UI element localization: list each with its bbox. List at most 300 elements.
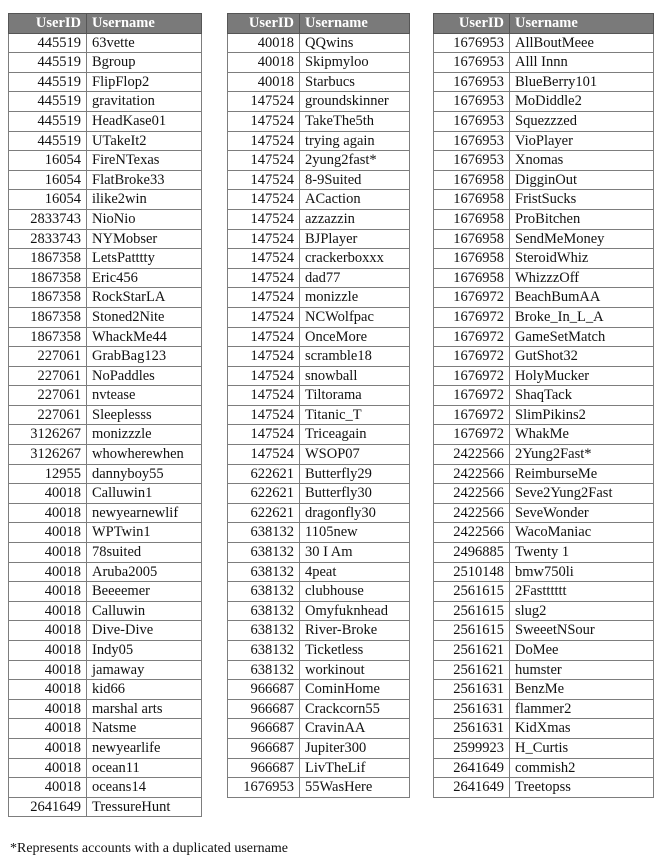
table-row <box>434 582 654 602</box>
table-row <box>9 53 202 73</box>
table-row <box>9 758 202 778</box>
table-row <box>228 484 410 504</box>
table-row <box>228 268 410 288</box>
username-cell: LetsPatttty <box>87 249 202 269</box>
userid-cell: 1676953 <box>434 72 510 92</box>
username-cell: GameSetMatch <box>510 327 654 347</box>
userid-cell: 147524 <box>228 307 300 327</box>
userid-cell: 1676972 <box>434 405 510 425</box>
userid-cell: 2561631 <box>434 719 510 739</box>
username-cell: Calluwin1 <box>87 484 202 504</box>
username-cell: Bgroup <box>87 53 202 73</box>
userid-cell: 622621 <box>228 503 300 523</box>
username-cell: Triceagain <box>300 425 410 445</box>
username-cell: ilike2win <box>87 190 202 210</box>
table-row <box>9 249 202 269</box>
userid-cell: 227061 <box>9 347 87 367</box>
userid-cell: 147524 <box>228 425 300 445</box>
username-cell: commish2 <box>510 758 654 778</box>
userid-cell: 638132 <box>228 660 300 680</box>
userid-cell: 638132 <box>228 543 300 563</box>
userid-cell: 1676972 <box>434 386 510 406</box>
table-row <box>9 170 202 190</box>
table-row <box>434 307 654 327</box>
username-cell: WhakMe <box>510 425 654 445</box>
userid-cell: 1676958 <box>434 190 510 210</box>
username-cell: WhackMe44 <box>87 327 202 347</box>
table-row <box>228 53 410 73</box>
userid-cell: 1676958 <box>434 209 510 229</box>
username-cell: clubhouse <box>300 582 410 602</box>
table-row <box>228 719 410 739</box>
username-cell: LivTheLif <box>300 758 410 778</box>
userid-cell: 147524 <box>228 249 300 269</box>
username-cell: 55WasHere <box>300 778 410 798</box>
table-row <box>228 562 410 582</box>
username-cell: trying again <box>300 131 410 151</box>
table-row <box>9 72 202 92</box>
table-row <box>434 641 654 661</box>
username-cell: VioPlayer <box>510 131 654 151</box>
username-cell: Xnomas <box>510 151 654 171</box>
userid-cell: 40018 <box>9 719 87 739</box>
userid-cell: 638132 <box>228 582 300 602</box>
username-cell: Stoned2Nite <box>87 307 202 327</box>
userid-cell: 966687 <box>228 738 300 758</box>
table-row <box>434 778 654 798</box>
username-cell: QQwins <box>300 33 410 53</box>
username-cell: HolyMucker <box>510 366 654 386</box>
table-row <box>228 778 410 798</box>
userid-cell: 40018 <box>9 778 87 798</box>
table-row <box>228 190 410 210</box>
table-row <box>228 209 410 229</box>
username-cell: dragonfly30 <box>300 503 410 523</box>
userid-cell: 1676972 <box>434 288 510 308</box>
userid-cell: 2641649 <box>434 758 510 778</box>
username-cell: CominHome <box>300 680 410 700</box>
table-row <box>228 425 410 445</box>
username-cell: ReimburseMe <box>510 464 654 484</box>
username-header: Username <box>87 14 202 34</box>
userid-cell: 1867358 <box>9 307 87 327</box>
username-cell: TressureHunt <box>87 797 202 817</box>
table-row <box>9 111 202 131</box>
table-row <box>434 170 654 190</box>
userid-cell: 638132 <box>228 562 300 582</box>
footnote: *Represents accounts with a duplicated username <box>10 841 288 856</box>
table-row <box>434 621 654 641</box>
username-cell: MoDiddle2 <box>510 92 654 112</box>
user-table-2 <box>227 13 410 798</box>
userid-cell: 147524 <box>228 405 300 425</box>
table-row <box>434 229 654 249</box>
table-row <box>9 445 202 465</box>
userid-cell: 2496885 <box>434 543 510 563</box>
userid-cell: 147524 <box>228 131 300 151</box>
userid-cell: 1676953 <box>434 111 510 131</box>
table-row <box>228 405 410 425</box>
table-row <box>9 366 202 386</box>
username-cell: Eric456 <box>87 268 202 288</box>
userid-cell: 147524 <box>228 92 300 112</box>
userid-cell: 2422566 <box>434 484 510 504</box>
table-row <box>228 249 410 269</box>
username-cell: ProBitchen <box>510 209 654 229</box>
username-cell: whowherewhen <box>87 445 202 465</box>
username-cell: Butterfly29 <box>300 464 410 484</box>
table-row <box>434 92 654 112</box>
userid-cell: 2561615 <box>434 621 510 641</box>
username-cell: WPTwin1 <box>87 523 202 543</box>
userid-cell: 40018 <box>9 641 87 661</box>
userid-cell: 147524 <box>228 151 300 171</box>
username-cell: Squezzzed <box>510 111 654 131</box>
table-row <box>9 405 202 425</box>
username-cell: DigginOut <box>510 170 654 190</box>
userid-cell: 147524 <box>228 288 300 308</box>
table-row <box>434 738 654 758</box>
username-cell: kid66 <box>87 680 202 700</box>
table-row <box>434 503 654 523</box>
table-row <box>228 445 410 465</box>
username-cell: H_Curtis <box>510 738 654 758</box>
username-cell: Sleeplesss <box>87 405 202 425</box>
table-row <box>228 680 410 700</box>
table-row <box>9 190 202 210</box>
username-cell: Treetopss <box>510 778 654 798</box>
username-cell: Crackcorn55 <box>300 699 410 719</box>
table-row <box>434 327 654 347</box>
username-cell: ocean11 <box>87 758 202 778</box>
username-cell: SendMeMoney <box>510 229 654 249</box>
userid-cell: 2510148 <box>434 562 510 582</box>
userid-cell: 2561615 <box>434 582 510 602</box>
table-row <box>228 111 410 131</box>
table-row <box>228 660 410 680</box>
table-row <box>434 719 654 739</box>
table-row <box>9 327 202 347</box>
userid-cell: 966687 <box>228 680 300 700</box>
userid-cell: 40018 <box>9 738 87 758</box>
username-cell: Aruba2005 <box>87 562 202 582</box>
userid-cell: 638132 <box>228 641 300 661</box>
username-cell: NYMobser <box>87 229 202 249</box>
username-cell: crackerboxxx <box>300 249 410 269</box>
userid-cell: 445519 <box>9 92 87 112</box>
table-row <box>434 699 654 719</box>
table-row <box>228 601 410 621</box>
username-cell: UTakeIt2 <box>87 131 202 151</box>
table-row <box>9 347 202 367</box>
userid-cell: 1676953 <box>434 53 510 73</box>
userid-cell: 40018 <box>9 660 87 680</box>
username-cell: monizzle <box>300 288 410 308</box>
userid-cell: 445519 <box>9 111 87 131</box>
table-row <box>9 288 202 308</box>
userid-cell: 40018 <box>9 543 87 563</box>
table-row <box>434 386 654 406</box>
username-cell: BenzMe <box>510 680 654 700</box>
userid-cell: 1676953 <box>434 151 510 171</box>
username-cell: Alll Innn <box>510 53 654 73</box>
table-row <box>228 523 410 543</box>
username-cell: ACaction <box>300 190 410 210</box>
userid-cell: 147524 <box>228 268 300 288</box>
userid-cell: 16054 <box>9 190 87 210</box>
userid-cell: 40018 <box>9 582 87 602</box>
table-row <box>434 680 654 700</box>
table-row <box>9 641 202 661</box>
username-cell: FireNTexas <box>87 151 202 171</box>
username-cell: flammer2 <box>510 699 654 719</box>
username-cell: jamaway <box>87 660 202 680</box>
userid-cell: 1676958 <box>434 268 510 288</box>
user-table-1 <box>8 13 202 817</box>
table-row <box>9 229 202 249</box>
userid-cell: 40018 <box>9 523 87 543</box>
username-cell: Butterfly30 <box>300 484 410 504</box>
userid-cell: 40018 <box>9 601 87 621</box>
userid-cell: 147524 <box>228 386 300 406</box>
table-row <box>434 72 654 92</box>
userid-cell: 966687 <box>228 699 300 719</box>
userid-cell: 227061 <box>9 366 87 386</box>
table-row <box>9 621 202 641</box>
userid-cell: 638132 <box>228 621 300 641</box>
username-cell: CravinAA <box>300 719 410 739</box>
username-cell: KidXmas <box>510 719 654 739</box>
username-cell: NCWolfpac <box>300 307 410 327</box>
userid-cell: 147524 <box>228 327 300 347</box>
table-row <box>434 209 654 229</box>
username-cell: SweeetNSour <box>510 621 654 641</box>
userid-header: UserID <box>228 14 300 34</box>
table-row <box>228 170 410 190</box>
username-cell: 2yung2fast* <box>300 151 410 171</box>
userid-cell: 227061 <box>9 386 87 406</box>
table-row <box>228 347 410 367</box>
username-cell: 78suited <box>87 543 202 563</box>
userid-cell: 227061 <box>9 405 87 425</box>
userid-cell: 2561621 <box>434 641 510 661</box>
userid-cell: 147524 <box>228 190 300 210</box>
table-row <box>9 699 202 719</box>
username-cell: 63vette <box>87 33 202 53</box>
username-cell: Natsme <box>87 719 202 739</box>
userid-cell: 1676953 <box>434 92 510 112</box>
table-row <box>434 131 654 151</box>
username-cell: oceans14 <box>87 778 202 798</box>
username-cell: AllBoutMeee <box>510 33 654 53</box>
table-row <box>434 288 654 308</box>
userid-cell: 1676972 <box>434 307 510 327</box>
username-cell: WSOP07 <box>300 445 410 465</box>
username-cell: DoMee <box>510 641 654 661</box>
userid-cell: 1867358 <box>9 268 87 288</box>
username-cell: Titanic_T <box>300 405 410 425</box>
userid-cell: 445519 <box>9 72 87 92</box>
user-table-3 <box>433 13 654 798</box>
table-row <box>9 268 202 288</box>
username-cell: HeadKase01 <box>87 111 202 131</box>
table-row <box>434 562 654 582</box>
userid-cell: 16054 <box>9 170 87 190</box>
username-cell: FristSucks <box>510 190 654 210</box>
username-cell: Skipmyloo <box>300 53 410 73</box>
userid-cell: 1676958 <box>434 229 510 249</box>
username-cell: GutShot32 <box>510 347 654 367</box>
userid-cell: 622621 <box>228 484 300 504</box>
table-row <box>434 464 654 484</box>
username-cell: 4peat <box>300 562 410 582</box>
table-row <box>434 190 654 210</box>
username-cell: River-Broke <box>300 621 410 641</box>
table-row <box>9 562 202 582</box>
table-row <box>434 523 654 543</box>
userid-cell: 1676953 <box>434 131 510 151</box>
table-row <box>228 386 410 406</box>
table-row <box>9 778 202 798</box>
userid-cell: 2561621 <box>434 660 510 680</box>
userid-cell: 2833743 <box>9 229 87 249</box>
table-row <box>228 229 410 249</box>
userid-cell: 445519 <box>9 53 87 73</box>
table-row <box>9 680 202 700</box>
table-row <box>228 503 410 523</box>
username-cell: groundskinner <box>300 92 410 112</box>
userid-cell: 3126267 <box>9 425 87 445</box>
username-cell: Broke_In_L_A <box>510 307 654 327</box>
userid-cell: 2833743 <box>9 209 87 229</box>
username-cell: Starbucs <box>300 72 410 92</box>
table-row <box>434 484 654 504</box>
userid-header: UserID <box>434 14 510 34</box>
table-row <box>228 738 410 758</box>
table-row <box>9 33 202 53</box>
userid-cell: 147524 <box>228 347 300 367</box>
header-row <box>434 14 654 34</box>
username-header: Username <box>510 14 654 34</box>
userid-cell: 622621 <box>228 464 300 484</box>
userid-cell: 638132 <box>228 523 300 543</box>
userid-cell: 2422566 <box>434 464 510 484</box>
userid-cell: 3126267 <box>9 445 87 465</box>
username-cell: Calluwin <box>87 601 202 621</box>
table-row <box>9 425 202 445</box>
userid-cell: 1676972 <box>434 366 510 386</box>
userid-cell: 147524 <box>228 111 300 131</box>
table-row <box>9 719 202 739</box>
username-cell: newyearlife <box>87 738 202 758</box>
userid-cell: 2422566 <box>434 445 510 465</box>
username-cell: gravitation <box>87 92 202 112</box>
userid-cell: 1676958 <box>434 170 510 190</box>
table-row <box>434 758 654 778</box>
table-row <box>9 131 202 151</box>
userid-cell: 2641649 <box>9 797 87 817</box>
table-row <box>9 464 202 484</box>
username-cell: Ticketless <box>300 641 410 661</box>
username-cell: RockStarLA <box>87 288 202 308</box>
userid-cell: 40018 <box>9 484 87 504</box>
userid-cell: 2561615 <box>434 601 510 621</box>
table-row <box>9 738 202 758</box>
username-cell: Jupiter300 <box>300 738 410 758</box>
table-row <box>228 131 410 151</box>
username-cell: nvtease <box>87 386 202 406</box>
username-cell: 2Fastttttt <box>510 582 654 602</box>
userid-cell: 40018 <box>9 758 87 778</box>
userid-cell: 40018 <box>9 621 87 641</box>
table-row <box>9 307 202 327</box>
header-row <box>9 14 202 34</box>
userid-cell: 1676953 <box>434 33 510 53</box>
table-row <box>228 699 410 719</box>
userid-cell: 1676972 <box>434 347 510 367</box>
table-row <box>228 758 410 778</box>
username-cell: FlipFlop2 <box>87 72 202 92</box>
username-cell: humster <box>510 660 654 680</box>
table-row <box>228 288 410 308</box>
userid-cell: 40018 <box>9 503 87 523</box>
table-row <box>434 445 654 465</box>
username-cell: slug2 <box>510 601 654 621</box>
table-row <box>9 543 202 563</box>
table-row <box>9 151 202 171</box>
table-row <box>228 151 410 171</box>
userid-cell: 147524 <box>228 445 300 465</box>
table-row <box>228 33 410 53</box>
userid-cell: 966687 <box>228 719 300 739</box>
userid-cell: 2561631 <box>434 680 510 700</box>
table-row <box>9 582 202 602</box>
username-cell: Tiltorama <box>300 386 410 406</box>
username-cell: Beeeemer <box>87 582 202 602</box>
table-row <box>228 621 410 641</box>
table-row <box>228 582 410 602</box>
username-cell: monizzzle <box>87 425 202 445</box>
username-cell: workinout <box>300 660 410 680</box>
username-cell: WacoManiac <box>510 523 654 543</box>
userid-cell: 445519 <box>9 33 87 53</box>
userid-cell: 40018 <box>9 562 87 582</box>
userid-cell: 2422566 <box>434 523 510 543</box>
username-cell: scramble18 <box>300 347 410 367</box>
username-cell: OnceMore <box>300 327 410 347</box>
userid-cell: 1867358 <box>9 288 87 308</box>
username-cell: BJPlayer <box>300 229 410 249</box>
table-row <box>434 111 654 131</box>
table-row <box>9 523 202 543</box>
table-row <box>228 641 410 661</box>
username-cell: TakeThe5th <box>300 111 410 131</box>
userid-cell: 1676958 <box>434 249 510 269</box>
userid-cell: 40018 <box>9 699 87 719</box>
userid-cell: 40018 <box>9 680 87 700</box>
username-cell: 2Yung2Fast* <box>510 445 654 465</box>
userid-cell: 966687 <box>228 758 300 778</box>
username-cell: SeveWonder <box>510 503 654 523</box>
table-row <box>434 405 654 425</box>
username-cell: Dive-Dive <box>87 621 202 641</box>
username-cell: marshal arts <box>87 699 202 719</box>
table-row <box>9 484 202 504</box>
userid-cell: 147524 <box>228 366 300 386</box>
table-row <box>228 72 410 92</box>
username-cell: snowball <box>300 366 410 386</box>
table-row <box>228 543 410 563</box>
